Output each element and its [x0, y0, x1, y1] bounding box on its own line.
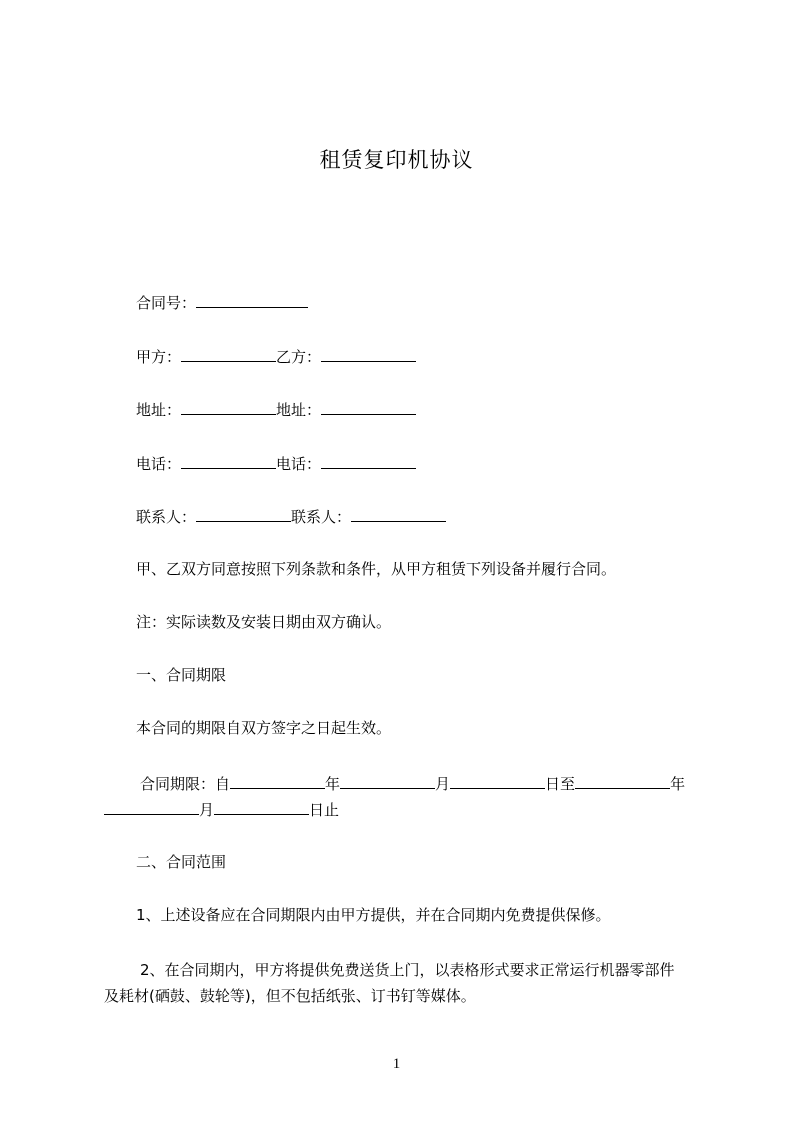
- end-month-label: 月: [199, 801, 215, 819]
- party-b-label: 乙方：: [276, 348, 322, 366]
- phone-line: [136, 453, 416, 474]
- section1-heading: 一、合同期限: [136, 666, 227, 684]
- party-b-contact-label: 联系人：: [291, 508, 352, 526]
- start-day-blank: [450, 773, 545, 789]
- section2-item2-line1: 2、在合同期内，甲方将提供免费送货上门，以表格形式要求正常运行机器零部件: [140, 961, 675, 979]
- term-line-2: [104, 799, 339, 820]
- start-year-blank: [230, 773, 325, 789]
- end-month-blank: [104, 799, 199, 815]
- start-month-blank: [340, 773, 435, 789]
- contract-number-blank: [196, 292, 308, 308]
- party-a-phone-blank: [181, 453, 276, 469]
- note-paragraph: 注：实际读数及安装日期由双方确认。: [136, 613, 392, 631]
- party-b-blank: [321, 346, 416, 362]
- party-b-phone-label: 电话：: [276, 455, 322, 473]
- party-a-contact-label: 联系人：: [136, 508, 197, 526]
- end-day-label: 日止: [309, 801, 340, 819]
- end-year-blank: [575, 773, 670, 789]
- party-b-address-label: 地址：: [276, 401, 322, 419]
- end-day-blank: [214, 799, 309, 815]
- start-year-label: 年: [325, 775, 341, 793]
- party-a-label: 甲方：: [136, 348, 182, 366]
- document-title: 租赁复印机协议: [319, 148, 474, 172]
- party-b-contact-blank: [351, 506, 446, 522]
- party-a-phone-label: 电话：: [136, 455, 182, 473]
- party-a-blank: [181, 346, 276, 362]
- party-a-address-blank: [181, 399, 276, 415]
- section2-item1: 1、上述设备应在合同期限内由甲方提供，并在合同期内免费提供保修。: [136, 906, 611, 924]
- section2-heading: 二、合同范围: [136, 853, 227, 871]
- parties-line: [136, 346, 416, 367]
- section2-item2-line2: 及耗材(硒鼓、鼓轮等)，但不包括纸张、订书钉等媒体。: [104, 987, 476, 1005]
- address-line: [136, 399, 416, 420]
- contact-line: [136, 506, 446, 527]
- party-a-contact-blank: [196, 506, 291, 522]
- start-day-label: 日至: [545, 775, 576, 793]
- start-month-label: 月: [435, 775, 451, 793]
- party-a-address-label: 地址：: [136, 401, 182, 419]
- section1-text: 本合同的期限自双方签字之日起生效。: [136, 719, 392, 737]
- term-label: 合同期限：自: [140, 775, 231, 793]
- party-b-address-blank: [321, 399, 416, 415]
- intro-paragraph: 甲、乙双方同意按照下列条款和条件，从甲方租赁下列设备并履行合同。: [136, 560, 617, 578]
- term-line-1: [140, 773, 685, 794]
- page-number: 1: [392, 1056, 401, 1072]
- contract-number-label: 合同号：: [136, 294, 197, 312]
- end-year-label: 年: [670, 775, 686, 793]
- contract-number-line: [136, 292, 308, 313]
- party-b-phone-blank: [321, 453, 416, 469]
